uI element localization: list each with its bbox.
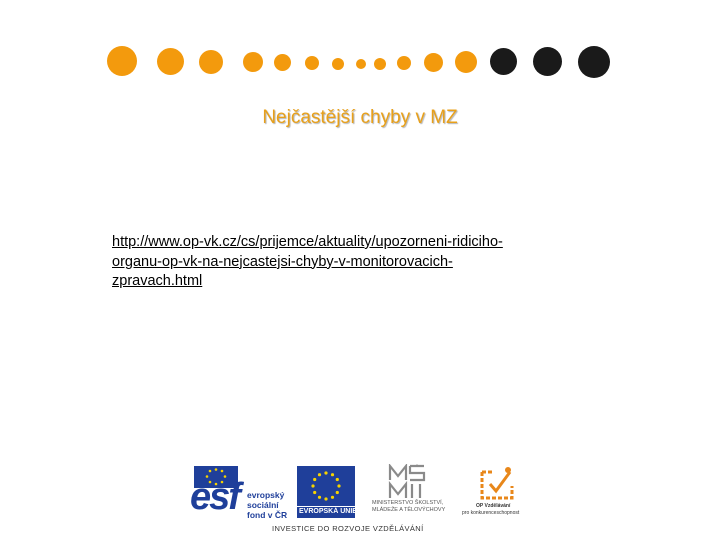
eu-caption: EVROPSKÁ UNIE xyxy=(299,508,357,515)
msmt-caption: MLÁDEŽE A TĚLOVÝCHOVY xyxy=(372,507,446,513)
esf-caption: fond v ČR xyxy=(247,510,288,520)
dark-dot xyxy=(490,48,517,75)
resource-link[interactable] xyxy=(112,233,612,292)
orange-dot xyxy=(356,59,366,69)
orange-dot xyxy=(455,51,477,73)
footer-tagline: INVESTICE DO ROZVOJE VZDĚLÁVÁNÍ xyxy=(272,524,424,533)
opvk-caption: OP Vzdělávání xyxy=(476,503,511,509)
link-line[interactable]: http://www.op-vk.cz/cs/prijemce/aktuality/upozorneni-ridiciho- xyxy=(112,234,503,250)
slide-title: Nejčastější chyby v MZ xyxy=(262,107,458,128)
decorative-dot-row xyxy=(0,0,720,90)
opvk-logo xyxy=(462,462,535,520)
esf-logo xyxy=(190,462,288,520)
dark-dot xyxy=(533,47,562,76)
orange-dot xyxy=(157,48,184,75)
opvk-emblem-icon xyxy=(478,464,518,500)
orange-dot xyxy=(332,58,344,70)
msmt-emblem-icon xyxy=(388,464,428,500)
eu-logo xyxy=(295,466,357,522)
orange-dot xyxy=(424,53,443,72)
msmt-logo xyxy=(368,462,460,520)
eu-caption-bar xyxy=(297,507,355,518)
eu-flag-icon xyxy=(297,466,355,506)
dark-dot xyxy=(578,46,610,78)
orange-dot xyxy=(107,46,137,76)
orange-dot xyxy=(374,58,386,70)
orange-dot xyxy=(397,56,411,70)
orange-dot xyxy=(243,52,263,72)
orange-dot xyxy=(274,54,291,71)
esf-caption: sociální xyxy=(247,500,279,510)
link-line[interactable]: zpravach.html xyxy=(112,273,203,289)
msmt-caption: MINISTERSTVO ŠKOLSTVÍ, xyxy=(372,500,444,506)
opvk-caption: pro konkurenceschopnost xyxy=(462,510,520,516)
orange-dot xyxy=(305,56,319,70)
orange-dot xyxy=(199,50,223,74)
esf-caption: evropský xyxy=(247,490,285,500)
link-line[interactable]: organu-op-vk-na-nejcastejsi-chyby-v-monitorovacich- xyxy=(112,253,453,270)
esf-wordmark: esf xyxy=(190,476,239,518)
